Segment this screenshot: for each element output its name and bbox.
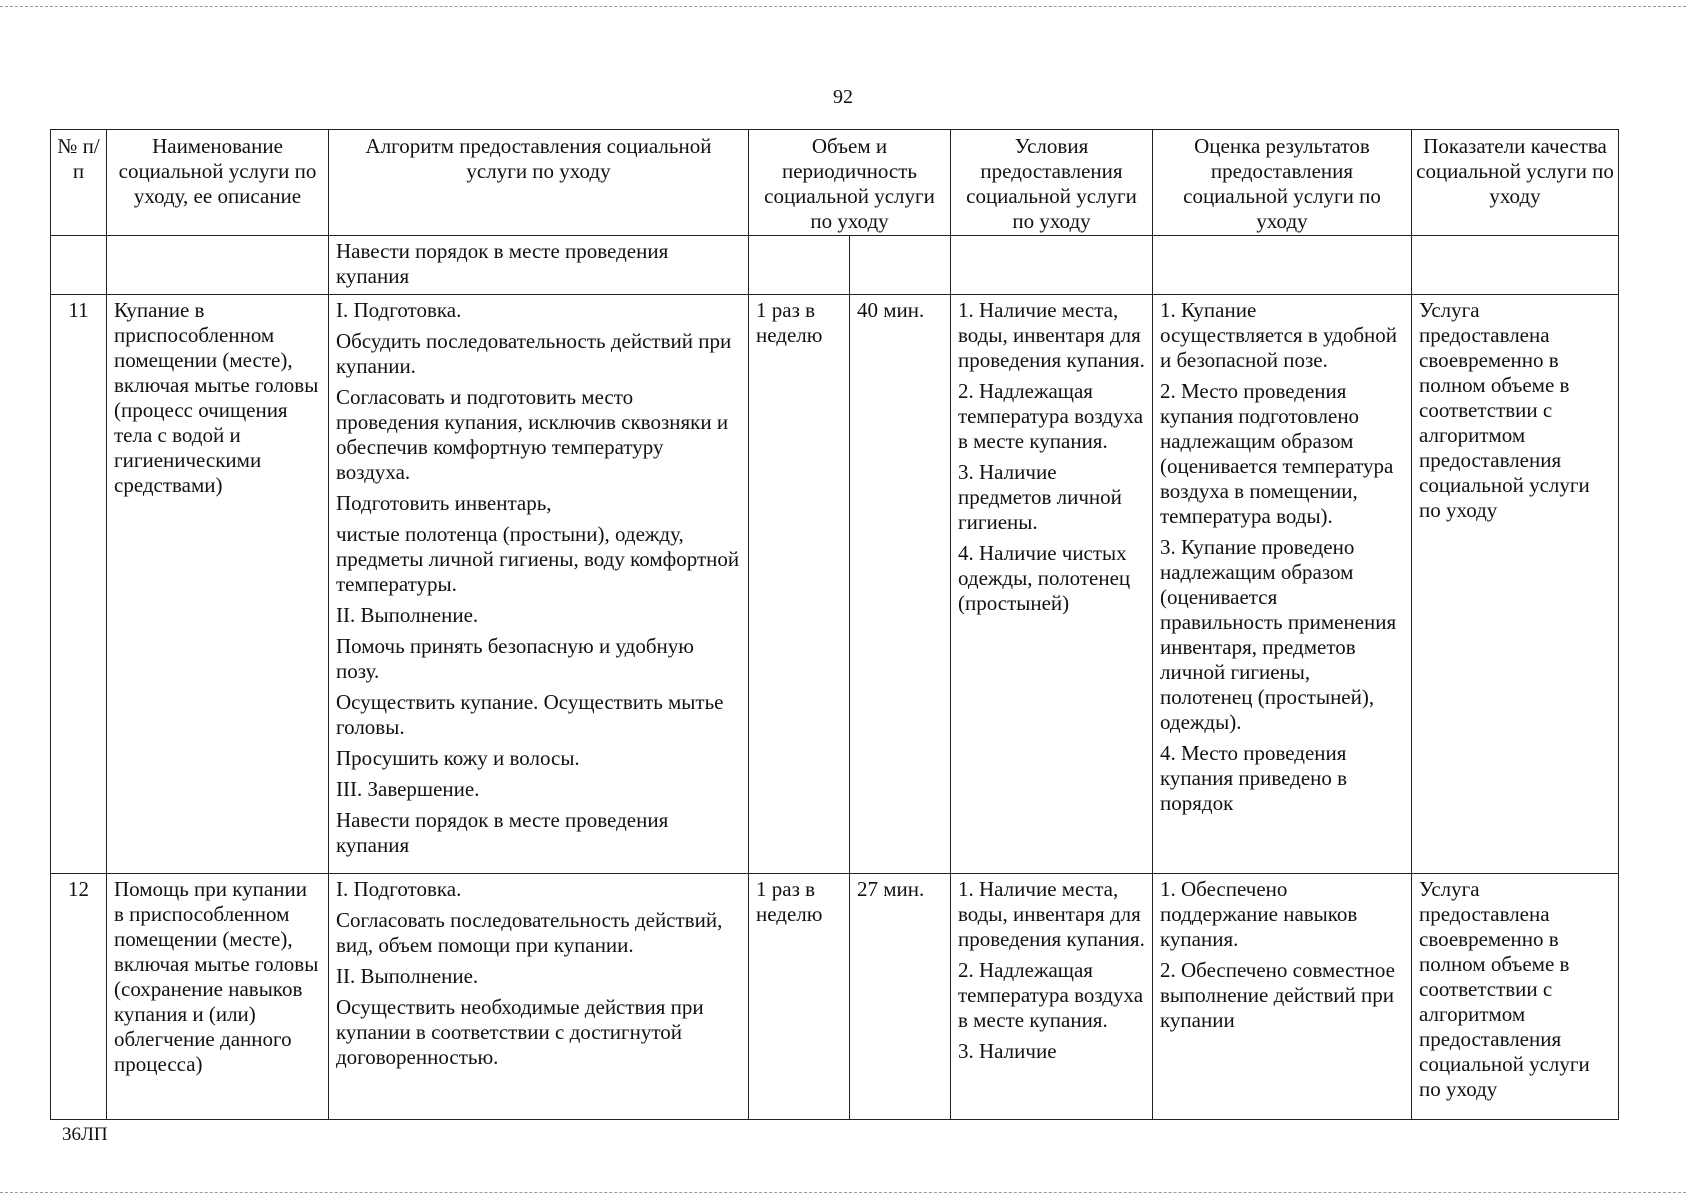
service-quality-text: Услуга предоставлена своевременно в полном объеме в соответствии с алгоритмом предоставления социальной услуги по уходу	[1419, 877, 1590, 1101]
cell-empty	[1153, 236, 1412, 295]
condition-item: 4. Наличие чистых одежды, полотенец (простыней)	[958, 541, 1131, 615]
algorithm-step: Согласовать и подготовить место проведения купания, исключив сквозняки и обеспечив комфортную температуру воздуха.	[336, 385, 729, 484]
header-name: Наименование социальной услуги по уходу, ее описание	[107, 130, 329, 236]
service-conditions	[951, 874, 1153, 1120]
table-header-row	[51, 130, 1619, 236]
condition-item: 1. Наличие места, воды, инвентаря для проведения купания.	[958, 298, 1145, 372]
algorithm-step: II. Выполнение.	[336, 964, 479, 988]
page-number: 92	[833, 86, 853, 108]
service-duration: 40 мин.	[850, 295, 951, 874]
algorithm-step: Помочь принять безопасную и удобную позу.	[336, 634, 694, 683]
algorithm-step: Навести порядок в месте проведения купания	[336, 808, 669, 857]
evaluation-item: 1. Обеспечено поддержание навыков купания.	[1160, 877, 1358, 951]
conditions-clip	[958, 877, 1145, 1113]
service-duration: 27 мин.	[850, 874, 951, 1120]
service-name-text: Помощь при купании в приспособленном помещении (месте), включая мытье головы (сохранение навыков купания и (или) облегчение данного процесса)	[114, 877, 319, 1076]
service-algorithm	[329, 295, 749, 874]
evaluation-item: 1. Купание осуществляется в удобной и безопасной позе.	[1160, 298, 1398, 372]
header-num: № п/п	[51, 130, 107, 236]
service-name: Купание в приспособленном помещении (месте), включая мытье головы (процесс очищения тела с водой и гигиеническими средствами)	[107, 295, 329, 874]
scan-edge-bottom	[0, 1192, 1686, 1193]
service-evaluation	[1153, 295, 1412, 874]
condition-item: 3. Наличие предметов личной гигиены.	[958, 460, 1122, 534]
condition-item: 2. Надлежащая температура воздуха в месте купания.	[958, 379, 1144, 453]
social-services-table	[50, 129, 1619, 1120]
service-quality: Услуга предоставлена своевременно в полном объеме в соответствии с алгоритмом предоставления социальной услуги по уходу	[1412, 295, 1619, 874]
cell-empty	[951, 236, 1153, 295]
header-quality: Показатели качества социальной услуги по уходу	[1412, 130, 1619, 236]
service-periodicity: 1 раз в неделю	[749, 295, 850, 874]
row-number: 12	[51, 874, 107, 1120]
header-conditions: Условия предоставления социальной услуги по уходу	[951, 130, 1153, 236]
algorithm-step: I. Подготовка.	[336, 298, 462, 322]
continuation-algorithm: Навести порядок в месте проведения купания	[329, 236, 749, 295]
continuation-row	[51, 236, 1619, 295]
header-evaluation: Оценка результатов предоставления социальной услуги по уходу	[1153, 130, 1412, 236]
algorithm-step: Согласовать последовательность действий, вид, объем помощи при купании.	[336, 908, 723, 957]
header-volume: Объем и периодичность социальной услуги по уходу	[749, 130, 951, 236]
algorithm-step: Осуществить купание. Осуществить мытье головы.	[336, 690, 724, 739]
service-name	[107, 874, 329, 1120]
evaluation-item: 3. Купание проведено надлежащим образом (оценивается правильность применения инвентаря, предметов личной гигиены, полотенец (простыней), одежды).	[1160, 535, 1397, 734]
service-quality	[1412, 874, 1619, 1120]
service-periodicity: 1 раз в неделю	[749, 874, 850, 1120]
algorithm-clip	[336, 877, 741, 1113]
condition-item: 2. Надлежащая температура воздуха в месте купания.	[958, 958, 1144, 1032]
condition-item: 1. Наличие места, воды, инвентаря для проведения купания.	[958, 877, 1145, 951]
evaluation-item: 2. Обеспечено совместное выполнение действий при купании	[1160, 958, 1395, 1032]
evaluation-clip	[1160, 877, 1404, 1113]
cell-empty	[51, 236, 107, 295]
cell-empty	[1412, 236, 1619, 295]
evaluation-item: 2. Место проведения купания подготовлено надлежащим образом (оценивается температура воздуха в помещении, температура воды).	[1160, 379, 1394, 528]
algorithm-step: Обсудить последовательность действий при купании.	[336, 329, 732, 378]
algorithm-step: Осуществить необходимые действия при купании в соответствии с достигнутой договоренностью.	[336, 995, 704, 1069]
document-code: 36ЛП	[62, 1124, 108, 1145]
algorithm-step: Подготовить инвентарь,	[336, 491, 552, 515]
service-conditions	[951, 295, 1153, 874]
evaluation-item: 4. Место проведения купания приведено в порядок	[1160, 741, 1348, 815]
service-algorithm	[329, 874, 749, 1120]
cell-empty	[749, 236, 850, 295]
algorithm-step: чистые полотенца (простыни), одежду, предметы личной гигиены, воду комфортной температуры.	[336, 522, 740, 596]
table-row	[51, 874, 1619, 1120]
algorithm-step: I. Подготовка.	[336, 877, 462, 901]
algorithm-step: III. Завершение.	[336, 777, 480, 801]
row-number: 11	[51, 295, 107, 874]
cell-empty	[107, 236, 329, 295]
algorithm-step: II. Выполнение.	[336, 603, 479, 627]
header-algorithm: Алгоритм предоставления социальной услуги по уходу	[329, 130, 749, 236]
scan-edge-top	[0, 6, 1686, 7]
condition-item: 3. Наличие	[958, 1039, 1057, 1063]
table-row	[51, 295, 1619, 874]
service-evaluation	[1153, 874, 1412, 1120]
algorithm-step: Просушить кожу и волосы.	[336, 746, 580, 770]
cell-empty	[850, 236, 951, 295]
